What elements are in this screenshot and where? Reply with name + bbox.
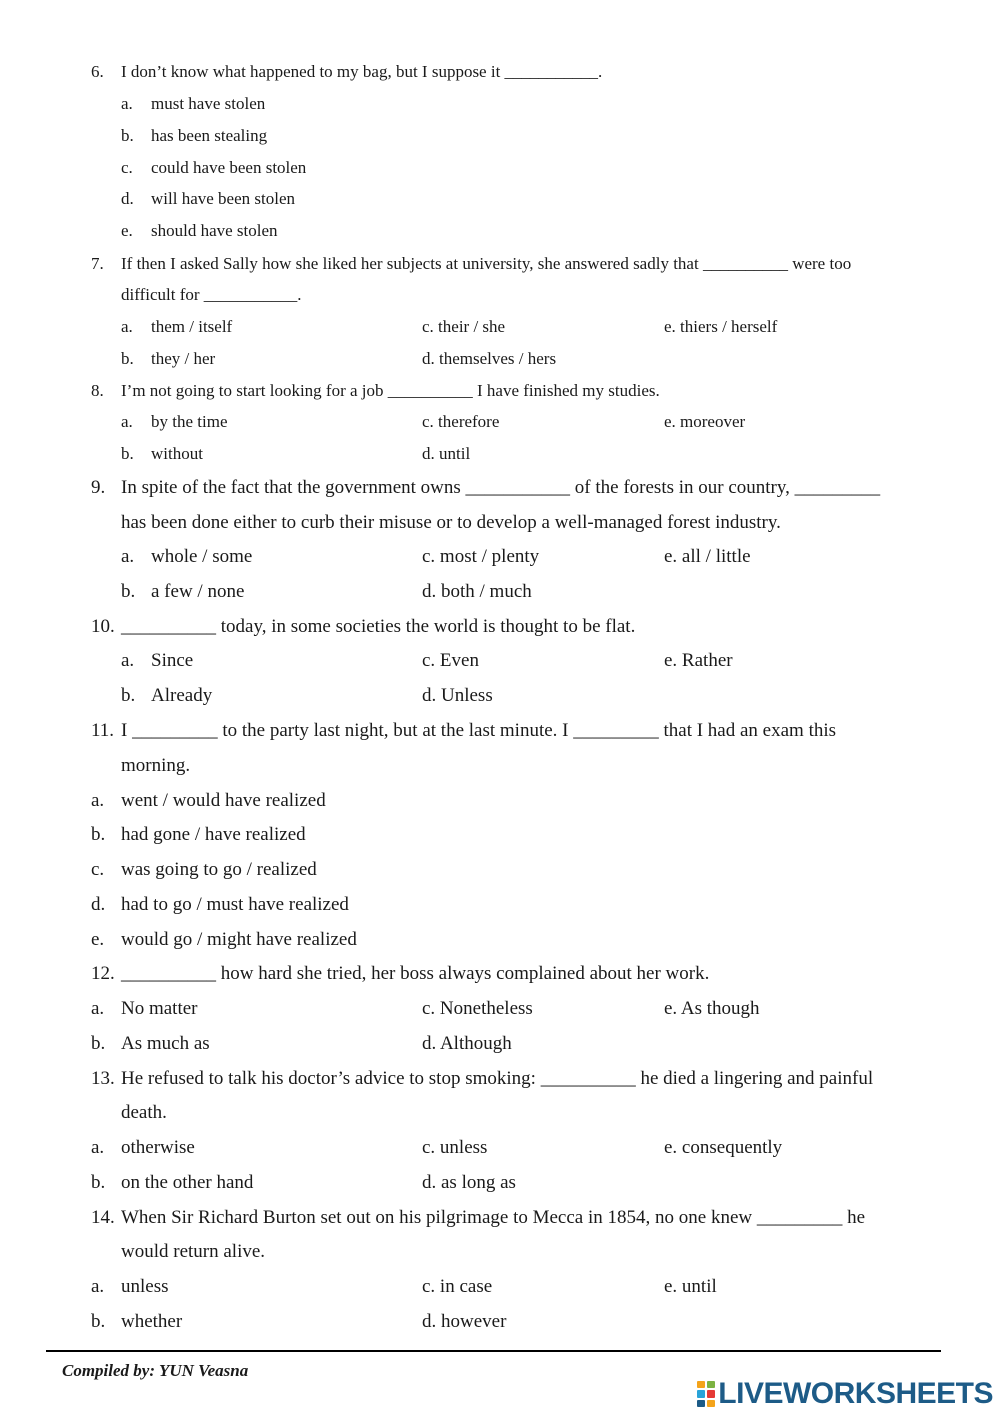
option-letter: b. <box>91 824 106 845</box>
question-number: 8. <box>91 381 104 400</box>
option-b[interactable]: whether <box>121 1311 183 1332</box>
question-number: 13. <box>91 1068 115 1089</box>
question-text: When Sir Richard Burton set out on his pilgrimage to Mecca in 1854, no one knew _________ he <box>121 1207 866 1228</box>
option-b[interactable]: As much as <box>121 1033 210 1054</box>
option-e[interactable]: e. until <box>664 1276 717 1297</box>
option-a[interactable]: Since <box>151 650 194 671</box>
option-letter: e. <box>121 221 133 240</box>
option-letter: d. <box>91 894 106 915</box>
option-b[interactable]: Already <box>151 685 213 706</box>
question-text: In spite of the fact that the government owns ___________ of the forests in our country, _________ <box>121 477 881 498</box>
option-letter: a. <box>121 650 135 671</box>
option-a[interactable]: them / itself <box>151 317 233 336</box>
option-a[interactable]: by the time <box>151 412 228 431</box>
mark-cell <box>697 1390 705 1397</box>
option-a[interactable]: unless <box>121 1276 169 1297</box>
option-c[interactable]: c. Nonetheless <box>422 998 533 1019</box>
option-a[interactable]: whole / some <box>151 546 253 567</box>
mark-cell <box>707 1400 715 1407</box>
option-c[interactable]: c. unless <box>422 1137 488 1158</box>
option-e[interactable]: should have stolen <box>151 221 278 240</box>
option-d[interactable]: d. both / much <box>422 581 532 602</box>
question-text: would return alive. <box>121 1241 266 1262</box>
option-b[interactable]: a few / none <box>151 581 245 602</box>
question-text: __________ how hard she tried, her boss always complained about her work. <box>121 963 710 984</box>
option-letter: a. <box>121 412 133 431</box>
question-number: 10. <box>91 616 115 637</box>
option-e[interactable]: e. moreover <box>664 412 746 431</box>
liveworksheets-logo[interactable] <box>697 1378 993 1410</box>
option-d[interactable]: d. however <box>422 1311 507 1332</box>
option-letter: b. <box>121 581 136 602</box>
mark-cell <box>707 1390 715 1397</box>
option-letter: b. <box>121 685 136 706</box>
mark-cell <box>707 1381 715 1388</box>
question-number: 6. <box>91 62 104 81</box>
option-a[interactable]: went / would have realized <box>121 790 326 811</box>
option-letter: b. <box>91 1033 106 1054</box>
option-e[interactable]: e. Rather <box>664 650 733 671</box>
question-number: 9. <box>91 477 106 498</box>
option-b[interactable]: they / her <box>151 349 216 368</box>
option-b[interactable]: without <box>151 444 203 463</box>
question-text: He refused to talk his doctor’s advice to stop smoking: __________ he died a lingering and painful <box>121 1068 874 1089</box>
option-c[interactable]: c. Even <box>422 650 479 671</box>
question-text: death. <box>121 1102 167 1123</box>
option-d[interactable]: d. themselves / hers <box>422 349 557 368</box>
option-a[interactable]: otherwise <box>121 1137 195 1158</box>
option-c[interactable]: was going to go / realized <box>121 859 317 880</box>
option-b[interactable]: has been stealing <box>151 126 268 145</box>
logo-text: LIVEWORKSHEETS <box>718 1377 993 1410</box>
option-d[interactable]: d. until <box>422 444 471 463</box>
option-b[interactable]: had gone / have realized <box>121 824 306 845</box>
option-c[interactable]: c. their / she <box>422 317 506 336</box>
option-letter: e. <box>91 929 105 950</box>
option-c[interactable]: c. most / plenty <box>422 546 540 567</box>
footer-divider <box>46 1350 941 1352</box>
question-text: If then I asked Sally how she liked her subjects at university, she answered sadly that __________ were too <box>121 254 852 273</box>
option-b[interactable]: on the other hand <box>121 1172 254 1193</box>
option-letter: b. <box>91 1172 106 1193</box>
option-e[interactable]: e. all / little <box>664 546 751 567</box>
question-text: I don’t know what happened to my bag, but I suppose it ___________. <box>121 62 603 81</box>
option-c[interactable]: c. in case <box>422 1276 493 1297</box>
question-text: I’m not going to start looking for a job __________ I have finished my studies. <box>121 381 660 400</box>
option-c[interactable]: c. therefore <box>422 412 500 431</box>
mark-cell <box>697 1381 705 1388</box>
question-number: 14. <box>91 1207 115 1228</box>
option-letter: b. <box>91 1311 106 1332</box>
option-letter: d. <box>121 189 134 208</box>
option-d[interactable]: d. Although <box>422 1033 512 1054</box>
option-d[interactable]: had to go / must have realized <box>121 894 349 915</box>
option-letter: a. <box>91 790 105 811</box>
mark-cell <box>697 1400 705 1407</box>
question-text: morning. <box>121 755 191 776</box>
option-letter: b. <box>121 444 134 463</box>
option-letter: a. <box>121 94 133 113</box>
question-text: __________ today, in some societies the world is thought to be flat. <box>121 616 636 637</box>
option-letter: a. <box>91 1276 105 1297</box>
option-a[interactable]: No matter <box>121 998 198 1019</box>
footer-compiled-by: Compiled by: YUN Veasna <box>62 1361 249 1380</box>
option-e[interactable]: e. As though <box>664 998 760 1019</box>
option-letter: c. <box>91 859 105 880</box>
option-c[interactable]: could have been stolen <box>151 158 307 177</box>
option-letter: a. <box>121 546 135 567</box>
option-letter: a. <box>91 1137 105 1158</box>
option-letter: b. <box>121 349 134 368</box>
question-text: I _________ to the party last night, but at the last minute. I _________ that I had an exam this <box>121 720 837 741</box>
question-number: 11. <box>91 720 115 741</box>
option-e[interactable]: would go / might have realized <box>121 929 357 950</box>
option-letter: b. <box>121 126 134 145</box>
question-text: difficult for ___________. <box>121 285 302 304</box>
option-d[interactable]: will have been stolen <box>151 189 295 208</box>
question-number: 12. <box>91 963 115 984</box>
question-number: 7. <box>91 254 104 273</box>
option-letter: a. <box>121 317 133 336</box>
option-letter: a. <box>91 998 105 1019</box>
question-text: has been done either to curb their misuse or to develop a well-managed forest industry. <box>121 512 781 533</box>
option-letter: c. <box>121 158 133 177</box>
option-e[interactable]: e. consequently <box>664 1137 783 1158</box>
option-a[interactable]: must have stolen <box>151 94 266 113</box>
liveworksheets-mark-icon <box>697 1381 715 1407</box>
option-e[interactable]: e. thiers / herself <box>664 317 778 336</box>
option-d[interactable]: d. as long as <box>422 1172 516 1193</box>
option-d[interactable]: d. Unless <box>422 685 493 706</box>
